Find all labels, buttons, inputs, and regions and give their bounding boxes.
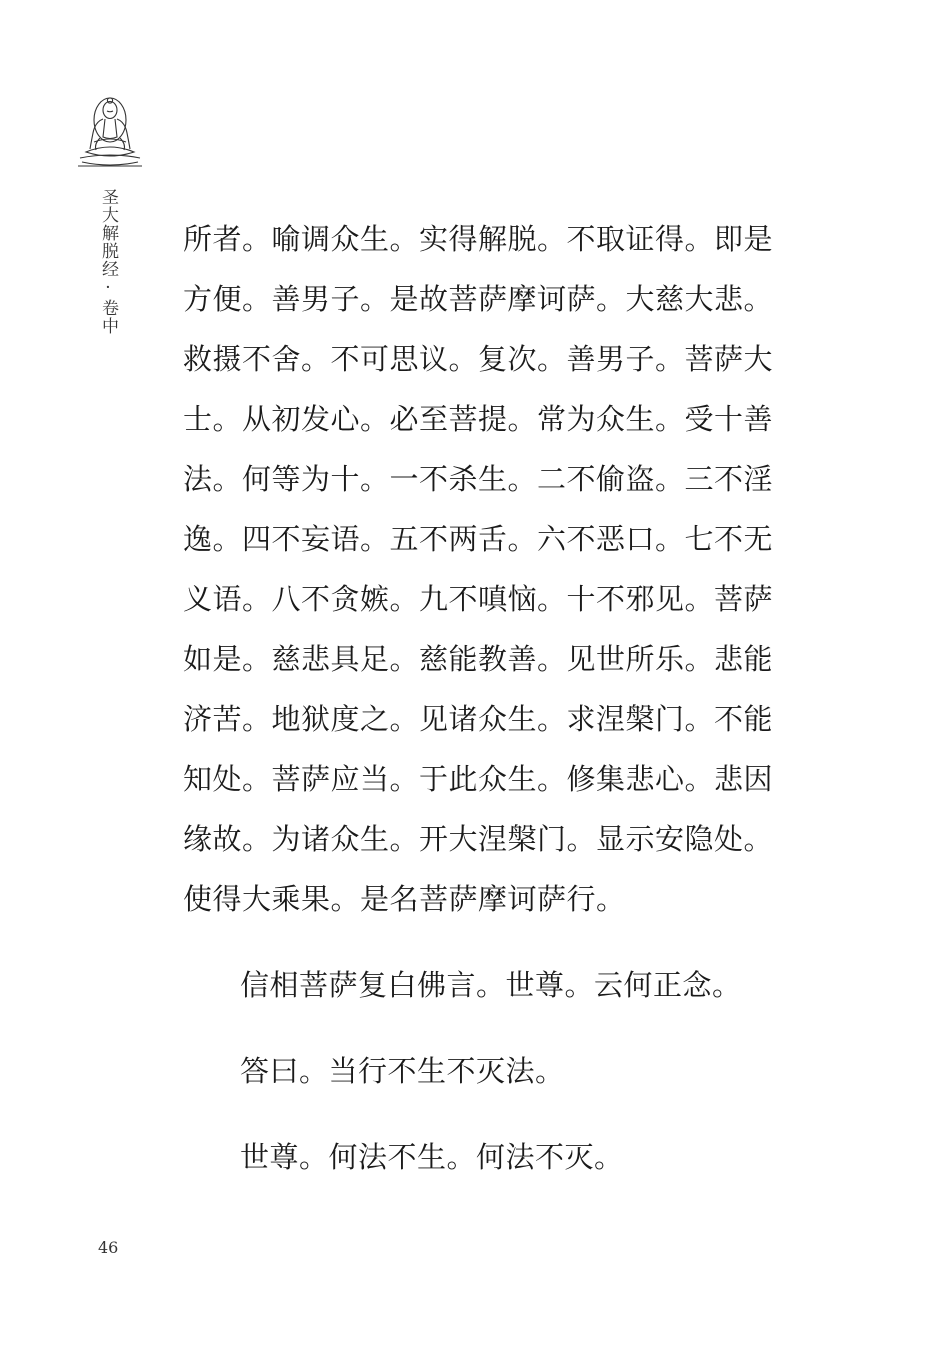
main-text [183, 216, 783, 936]
text-line: 使得大乘果。是名菩萨摩诃萨行。 [183, 882, 626, 916]
dialogue-paragraph: 答曰。当行不生不灭法。 [240, 1054, 565, 1088]
dialogue [240, 962, 800, 1220]
text-line: 士。从初发心。必至菩提。常为众生。受十善 [183, 402, 774, 436]
dialogue-paragraph: 世尊。何法不生。何法不灭。 [240, 1140, 624, 1174]
text-line: 所者。喻调众生。实得解脱。不取证得。即是 [183, 222, 774, 256]
dialogue-paragraph: 信相菩萨复白佛言。世尊。云何正念。 [240, 968, 742, 1002]
text-line: 义语。八不贪嫉。九不嗔恼。十不邪见。菩萨 [183, 582, 774, 616]
text-line: 方便。善男子。是故菩萨摩诃萨。大慈大悲。 [183, 282, 774, 316]
text-line: 缘故。为诸众生。开大涅槃门。显示安隐处。 [183, 822, 774, 856]
text-line: 济苦。地狱度之。见诸众生。求涅槃门。不能 [183, 702, 774, 736]
text-line: 救摄不舍。不可思议。复次。善男子。菩萨大 [183, 342, 774, 376]
running-title: 圣大解脱经·卷中 [98, 188, 118, 335]
text-line: 如是。慈悲具足。慈能教善。见世所乐。悲能 [183, 642, 774, 676]
text-line: 知处。菩萨应当。于此众生。修集悲心。悲因 [183, 762, 774, 796]
text-line: 逸。四不妄语。五不两舌。六不恶口。七不无 [183, 522, 774, 556]
page-number: 46 [98, 1238, 119, 1257]
seated-buddha-icon [74, 90, 146, 170]
text-line: 法。何等为十。一不杀生。二不偷盗。三不淫 [183, 462, 774, 496]
